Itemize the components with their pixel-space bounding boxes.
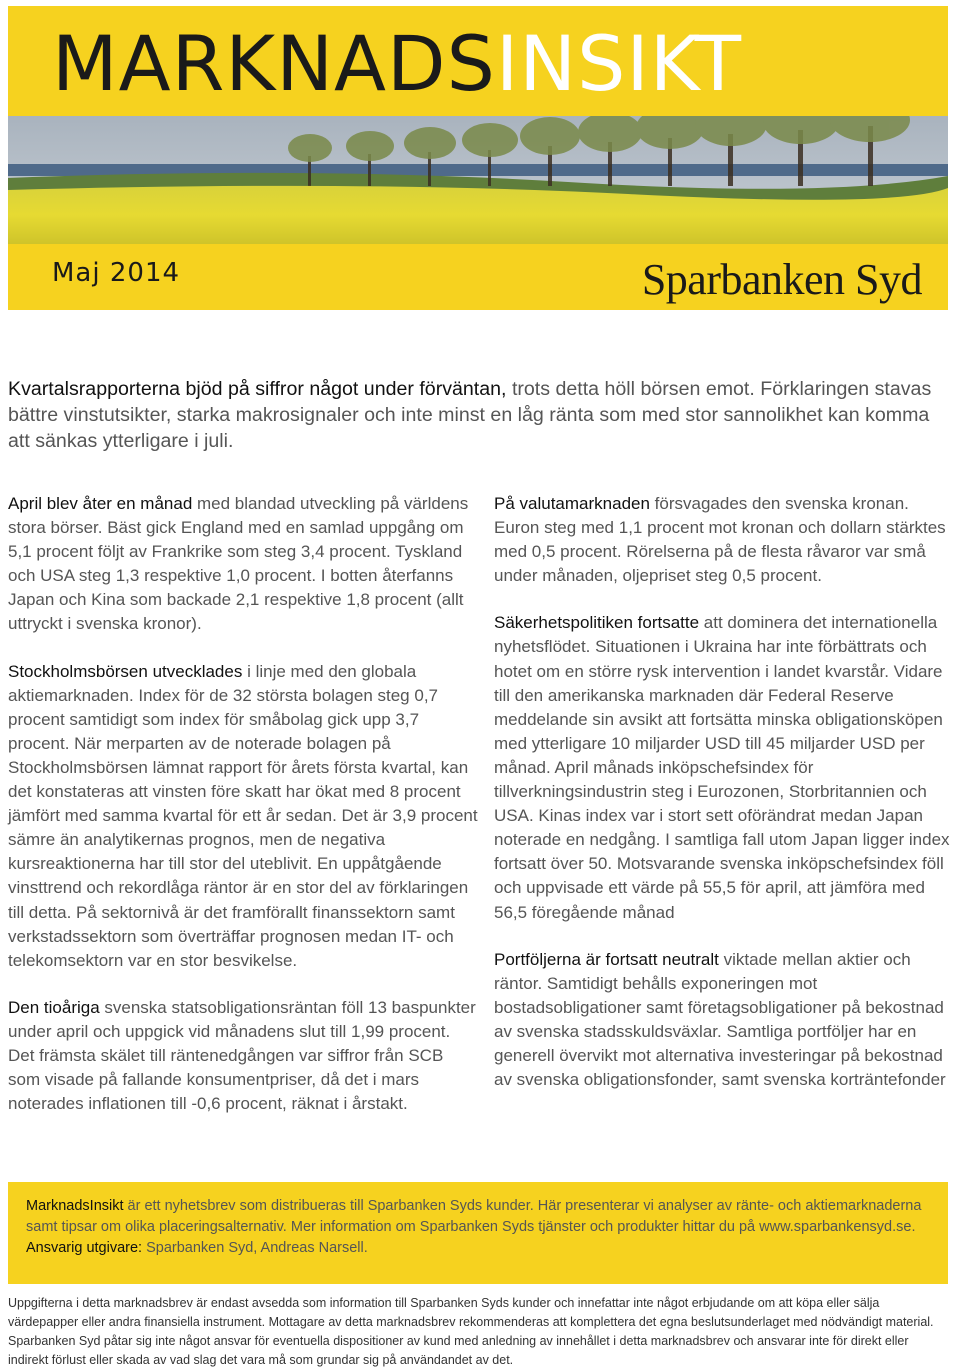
left-column [8, 492, 478, 1139]
intro-paragraph [8, 376, 938, 454]
paragraph-portfolios [494, 948, 952, 1093]
paragraph-text: försvagades den svenska kronan. Euron steg med 1,1 procent mot kronan och dollarn stärktes med 0,5 procent. Rörelserna på de flesta råvaror var små under månaden, oljepriset steg 0,5 procent. [494, 494, 946, 586]
paragraph-lead: Den tioåriga [8, 997, 100, 1017]
intro-text: trots detta höll börsen emot. Förklaringen stavas bättre vinstutsikter, starka makrosignaler och inte minst en låg ränta som med stor sannolikhet kan komma att sänkas ytterligare i juli. [8, 378, 932, 452]
issue-date: Maj 2014 [52, 258, 181, 288]
paragraph-text: svenska statsobligationsräntan föll 13 baspunkter under april och uppgick vid månadens slut till 1,99 procent. Det främsta skälet till räntenedgången var siffror från SCB som visade på fallande konsumentpriser, då det i mars noterades inflationen till -0,6 procent, räknat i årstakt. [8, 997, 476, 1114]
paragraph-stockholm-exchange [8, 660, 478, 973]
paragraph-text: viktade mellan aktier och räntor. Samtidigt behålls exponeringen mot bostadsobligationer samt företagsobligationer på bekostnad av svenska stadsskuldsväxlar. Samtliga portföljer har en generell övervikt mot alternativa investeringar på bekostnad av svenska obligationsfonder, samt svenska korträntefonder [494, 949, 946, 1090]
paragraph-lead: Säkerhetspolitiken fortsatte [494, 613, 700, 633]
title-part-2: INSIKT [495, 19, 743, 108]
paragraph-text: i linje med den globala aktiemarknaden. Index för de 32 största bolagen steg 0,7 procent samtidigt som index för småbolag gick upp 3,7 procent. När merparten av de noterade bolagen på Stockholmsbörsen lämnat rapport för årets första kvartal, kan det konstateras att vinsten före skatt har ökat med 8 procent jämfört med samma kvartal för ett år sedan. Det är 3,9 procent sämre än analytikernas prognos, men de negativa kursreaktionerna har till stor del uteblivit. En uppåtgående vinsttrend och rekordlåga räntor är en stor del av förklaringen till detta. På sektornivå är det framförallt finanssektorn samt verkstadssektorn som överträffar prognosen medan IT- och telekomsektorn var en stor besvikelse. [8, 661, 478, 970]
paragraph-world-markets [8, 492, 478, 637]
footer-text [26, 1196, 926, 1259]
paragraph-text: att dominera det internationella nyhetsflödet. Situationen i Ukraina har inte förbättrats och hotet om en större rysk intervention i landet kvarstår. Vidare till den amerikanska marknaden där Federal Reserve meddelande sin avsikt att fortsätta minska obligationsköpen med ytterligare 10 miljarder USD till 45 miljarder USD per månad. April månads inköpschefsindex för tillverkningsindustrin steg i Eurozonen, Storbritannien och USA. Kinas index var i stort sett oförändrat medan Japan noterade en nedgång. I samtliga fall utom Japan ligger index fortsatt över 50. Motsvarande svenska inköpschefsindex föll och uppvisade ett värde på 55,5 för april, att jämföra med 56,5 föregående månad [494, 613, 950, 922]
paragraph-currency [494, 492, 952, 588]
header-banner [8, 6, 948, 310]
right-column [494, 492, 952, 1115]
paragraph-security-policy [494, 611, 952, 924]
paragraph-lead: Stockholmsbörsen utvecklades [8, 661, 243, 681]
disclaimer-text: Uppgifterna i detta marknadsbrev är endast avsedda som information till Sparbanken Syds kunder och innefattar inte något erbjudande om att köpa eller sälja värdepapper eller andra finansiella instrument. Mottagare av detta marknadsbrev rekommenderas att komplettera det egna beslutsunderlaget med nödvändigt material. Sparbanken Syd påtar sig inte något ansvar för eventuella dispositioner av kund med anledning av innehållet i detta marknadsbrev och ansvarar inte för direkt eller indirekt förlust eller skada av vad slag det vara må som grundar sig på användandet av det. [8, 1296, 934, 1367]
footer-text-2: Sparbanken Syd, Andreas Narsell. [142, 1240, 368, 1256]
paragraph-text: med blandad utveckling på världens stora börser. Bäst gick England med en samlad uppgång om 5,1 procent följt av Frankrike som steg 3,4 procent. Tyskland och USA steg 1,3 respektive 1,0 procent. I botten återfanns Japan och Kina som backade 2,1 respektive 1,8 procent (allt uttryckt i svenska kronor). [8, 494, 469, 634]
bank-logo: Sparbanken Syd [641, 255, 922, 304]
footer-text-1: är ett nyhetsbrev som distribueras till Sparbanken Syds kunder. Här presenterar vi analyser av ränte- och aktiemarknaderna samt tipsar om olika placeringsalternativ. Mer information om Sparbanken Syds tjänster och produkter hittar du på www.sparbankensyd.se. [26, 1198, 922, 1235]
landscape-photo [8, 116, 948, 244]
paragraph-lead: April blev åter en månad [8, 494, 193, 513]
footer-publisher-label: Ansvarig utgivare: [26, 1240, 143, 1256]
footer-lead: MarknadsInsikt [26, 1198, 124, 1214]
paragraph-lead: Portföljerna är fortsatt neutralt [494, 949, 719, 969]
paragraph-lead: På valutamarknaden [494, 494, 650, 513]
newsletter-title [52, 19, 743, 108]
intro-lead: Kvartalsrapporterna bjöd på siffror något under förväntan, [8, 378, 507, 400]
paragraph-bond-rate [8, 996, 478, 1116]
footer-info-box [8, 1182, 948, 1284]
title-part-1: MARKNADS [52, 19, 496, 108]
